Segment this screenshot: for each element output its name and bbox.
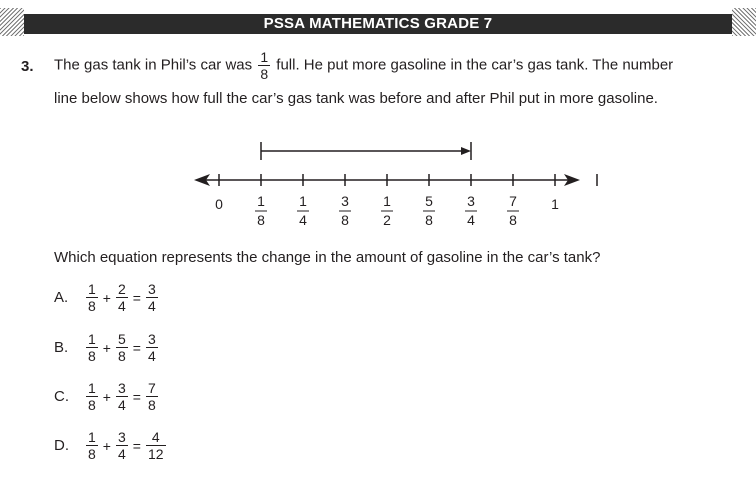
fraction-numerator: 2 bbox=[117, 281, 126, 297]
question-line-1 bbox=[54, 50, 673, 81]
answer-choice[interactable] bbox=[54, 332, 160, 363]
interval-bar bbox=[261, 142, 471, 160]
tick-label-fraction bbox=[255, 193, 267, 228]
answer-choice[interactable] bbox=[54, 381, 160, 412]
tick-label-denominator: 4 bbox=[299, 212, 307, 228]
header-bar bbox=[0, 0, 756, 34]
tick-label-denominator: 2 bbox=[383, 212, 391, 228]
fraction-numerator: 1 bbox=[88, 380, 96, 396]
answer-choice[interactable] bbox=[54, 430, 168, 461]
tick-label-fraction bbox=[423, 193, 435, 228]
fraction-denominator: 8 bbox=[88, 446, 96, 462]
choice-fraction-b bbox=[116, 430, 128, 461]
choice-letter: B. bbox=[54, 339, 69, 356]
fraction-denominator: 4 bbox=[117, 446, 126, 462]
fraction-numerator: 7 bbox=[147, 380, 156, 396]
choice-letter: A. bbox=[54, 289, 69, 306]
number-line bbox=[180, 138, 600, 234]
question-fraction bbox=[258, 50, 270, 81]
tick-label: 0 bbox=[215, 196, 223, 212]
fraction-numerator: 1 bbox=[88, 331, 96, 347]
tick-label-denominator: 8 bbox=[341, 212, 349, 228]
equals-sign: = bbox=[132, 388, 141, 405]
tick-label-denominator: 8 bbox=[425, 212, 433, 228]
tick-label-numerator: 3 bbox=[341, 193, 349, 209]
equals-sign: = bbox=[132, 339, 141, 356]
plus-sign: + bbox=[102, 339, 111, 356]
header-title: PSSA MATHEMATICS GRADE 7 bbox=[263, 15, 493, 32]
fraction-denominator: 4 bbox=[117, 298, 126, 314]
choice-fraction-result bbox=[146, 430, 166, 461]
fraction-denominator: 8 bbox=[147, 397, 156, 413]
fraction-numerator: 3 bbox=[147, 281, 156, 297]
fraction-denominator: 8 bbox=[117, 348, 126, 364]
tick-label-fraction bbox=[297, 193, 309, 228]
tick-label-fraction bbox=[507, 193, 519, 228]
tick-label-numerator: 1 bbox=[257, 193, 265, 209]
answer-choice[interactable] bbox=[54, 282, 160, 313]
choice-letter: D. bbox=[54, 437, 69, 454]
choice-fraction-result bbox=[146, 381, 158, 412]
tick-label-denominator: 4 bbox=[467, 212, 475, 228]
choice-fraction-a bbox=[86, 282, 98, 313]
fraction-denominator: 4 bbox=[147, 348, 156, 364]
choice-fraction-a bbox=[86, 332, 98, 363]
fraction-denominator: 8 bbox=[88, 397, 96, 413]
fraction-numerator: 5 bbox=[117, 331, 126, 347]
fraction-numerator: 1 bbox=[88, 281, 96, 297]
tick-label-fraction bbox=[465, 193, 477, 228]
choice-letter: C. bbox=[54, 388, 69, 405]
fraction-denominator: 8 bbox=[260, 66, 269, 82]
plus-sign: + bbox=[102, 289, 111, 306]
choice-fraction-b bbox=[116, 332, 128, 363]
choice-fraction-result bbox=[146, 282, 158, 313]
fraction-denominator: 8 bbox=[88, 348, 96, 364]
fraction-denominator: 12 bbox=[147, 446, 164, 462]
fraction-numerator: 3 bbox=[147, 331, 156, 347]
fraction-numerator: 3 bbox=[117, 380, 126, 396]
question-text-after: full. He put more gasoline in the car’s gas tank. The number bbox=[276, 56, 674, 74]
fraction-numerator: 1 bbox=[88, 429, 96, 445]
fraction-numerator: 3 bbox=[117, 429, 126, 445]
interval-arrowhead bbox=[461, 147, 471, 155]
tick-label-numerator: 5 bbox=[425, 193, 433, 209]
fraction-numerator: 4 bbox=[146, 430, 166, 446]
tick-label-denominator: 8 bbox=[509, 212, 517, 228]
question-line-2: line below shows how full the car’s gas tank was before and after Phil put in more gasoline. bbox=[54, 90, 658, 107]
tick-label-numerator: 7 bbox=[509, 193, 517, 209]
choice-fraction-a bbox=[86, 430, 98, 461]
question-text-before: The gas tank in Phil’s car was bbox=[54, 56, 253, 74]
tick-label-denominator: 8 bbox=[257, 212, 265, 228]
plus-sign: + bbox=[102, 437, 111, 454]
tick-label-fraction bbox=[381, 193, 393, 228]
plus-sign: + bbox=[102, 388, 111, 405]
fraction-denominator: 4 bbox=[147, 298, 156, 314]
equals-sign: = bbox=[132, 437, 141, 454]
tick-label-fraction bbox=[339, 193, 351, 228]
choice-fraction-b bbox=[116, 282, 128, 313]
fraction-denominator: 4 bbox=[117, 397, 126, 413]
choice-fraction-a bbox=[86, 381, 98, 412]
choice-fraction-b bbox=[116, 381, 128, 412]
question-number: 3. bbox=[21, 58, 34, 75]
tick-label: 1 bbox=[551, 196, 559, 212]
tick-label-numerator: 1 bbox=[299, 193, 307, 209]
tick-label-numerator: 3 bbox=[467, 193, 475, 209]
tick-label-numerator: 1 bbox=[383, 193, 391, 209]
fraction-denominator: 8 bbox=[88, 298, 96, 314]
fraction-numerator: 1 bbox=[260, 49, 269, 65]
prompt: Which equation represents the change in the amount of gasoline in the car’s tank? bbox=[54, 249, 601, 266]
tick-labels bbox=[215, 193, 559, 228]
choice-fraction-result bbox=[146, 332, 158, 363]
equals-sign: = bbox=[132, 289, 141, 306]
